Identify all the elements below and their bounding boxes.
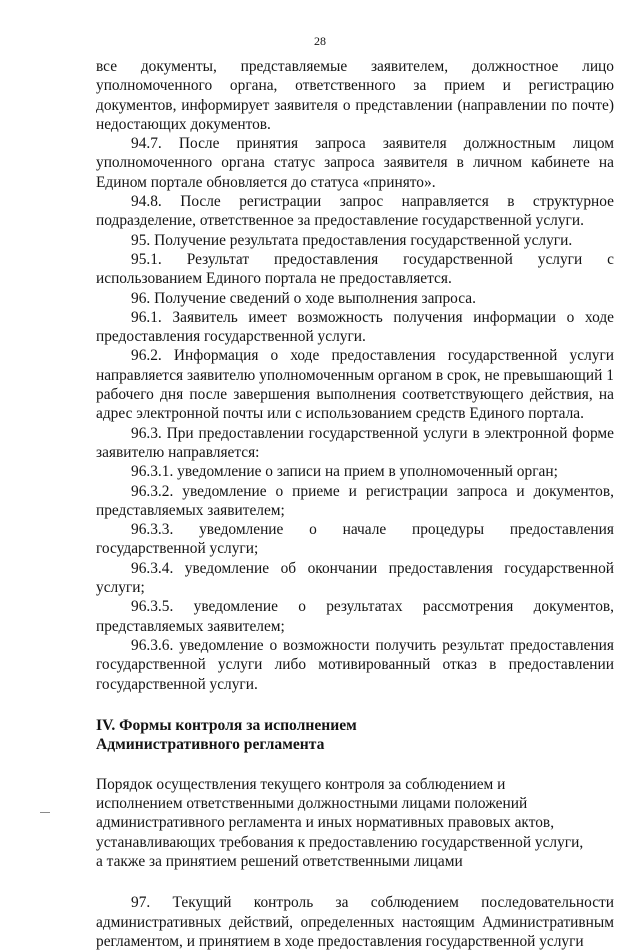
- paragraph: все документы, представляемые заявителем, должностное лицо уполномоченного органа, ответственного за прием и регистрацию документов, информирует заявителя о представлении (направлении по почте) недостающих документов.: [96, 58, 614, 133]
- paragraph-96: 96. Получение сведений о ходе выполнения запроса.: [131, 289, 476, 307]
- section-heading-line-1: IV. Формы контроля за исполнением: [96, 716, 357, 734]
- paragraph-95: 95. Получение результата предоставления государственной услуги.: [131, 231, 573, 249]
- paragraph-96-3-6: 96.3.6. уведомление о возможности получить результат предоставления государственной услуги либо мотивированный отказ в предоставлении государственной услуги.: [96, 636, 614, 693]
- paragraph-96-3-1: 96.3.1. уведомление о записи на прием в уполномоченный орган;: [131, 463, 558, 481]
- paragraph-96-3-2: 96.3.2. уведомление о приеме и регистрации запроса и документов, представляемых заявителем;: [96, 482, 614, 519]
- subsection-heading-line-2: исполнением ответственными должностными лицами положений: [96, 795, 528, 813]
- paragraph-96-1: 96.1. Заявитель имеет возможность получения информации о ходе предоставления государственной услуги.: [96, 308, 614, 346]
- page-number: 28: [314, 34, 326, 48]
- paragraph-97: 97. Текущий контроль за соблюдением последовательности административных действий, определенных настоящим Административным регламентом, и принятием в ходе предоставления государственной услуги: [96, 894, 614, 950]
- document-body: [96, 57, 614, 951]
- subsection-heading-line-1: Порядок осуществления текущего контроля за соблюдением и: [96, 775, 506, 793]
- paragraph-96-3: 96.3. При предоставлении государственной услуги в электронной форме заявителю направляется:: [96, 424, 614, 461]
- subsection-heading-line-3: административного регламента и иных нормативных правовых актов,: [96, 814, 555, 832]
- margin-mark: [40, 812, 50, 813]
- section-heading-line-2: Административного регламента: [96, 736, 325, 754]
- subsection-heading-line-5: а также за принятием решений ответственными лицами: [96, 852, 463, 870]
- paragraph-96-3-5: 96.3.5. уведомление о результатах рассмотрения документов, представляемых заявителем;: [96, 598, 614, 635]
- paragraph-96-3-4: 96.3.4. уведомление об окончании предоставления государственной услуги;: [96, 559, 614, 597]
- subsection-heading-line-4: устанавливающих требования к предоставлению государственной услуги,: [96, 833, 584, 851]
- paragraph-95-1: 95.1. Результат предоставления государственной услуги с использованием Единого портала не предоставляется.: [96, 250, 614, 288]
- paragraph-96-3-3: 96.3.3. уведомление о начале процедуры предоставления государственной услуги;: [96, 521, 614, 558]
- paragraph-96-2: 96.2. Информация о ходе предоставления государственной услуги направляется заявителю уполномоченным органом в срок, не превышающий 1 рабочего дня после завершения выполнения соответствующего действия, на адрес электронной почты или с использованием средств Единого портала.: [96, 347, 614, 423]
- paragraph-94-8: 94.8. После регистрации запрос направляется в структурное подразделение, ответственное за предоставление государственной услуги.: [96, 193, 614, 230]
- paragraph-94-7: 94.7. После принятия запроса заявителя должностным лицом уполномоченного органа статус запроса заявителя в личном кабинете на Едином портале обновляется до статуса «принято».: [96, 135, 614, 191]
